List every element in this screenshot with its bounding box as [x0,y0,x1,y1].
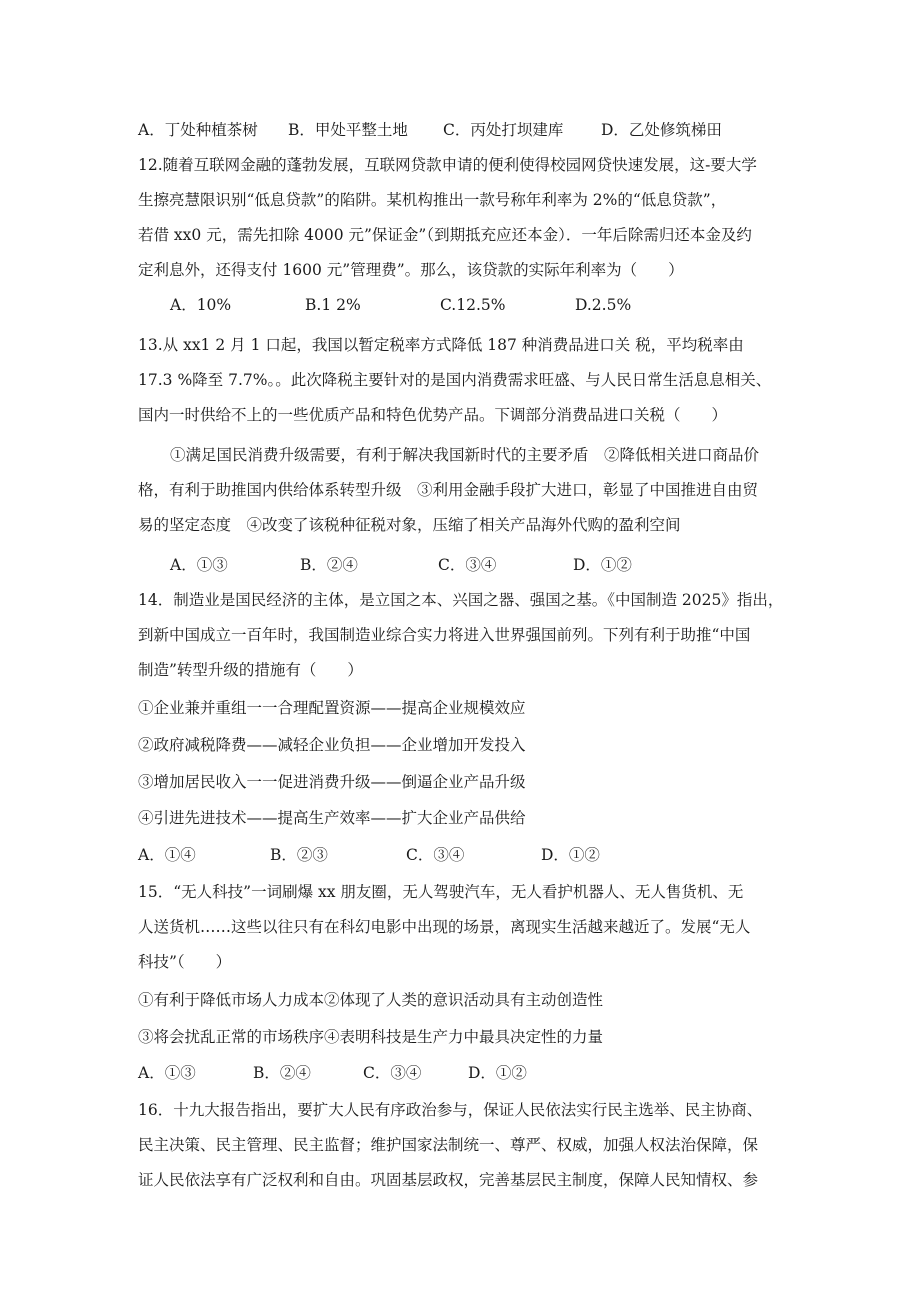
q15-stem-line: 15．“无人科技”一词刷爆 xx 朋友圈，无人驾驶汽车，无人看护机器人、无人售货机、无 [138,883,744,901]
q14-statement-line: ①企业兼并重组一一合理配置资源——提高企业规模效应 [138,699,526,717]
q14-statement-line: ④引进先进技术——提高生产效率——扩大企业产品供给 [138,809,526,827]
q14-option-d: D．①② [541,846,600,864]
q15-stem-line: 科技”（ ） [138,953,232,971]
q12-option-d: D.2.5% [575,296,632,314]
q12-stem-line: 定利息外，还得支付 1600 元”管理费”。那么，该贷款的实际年利率为（ ） [138,261,684,279]
q14-option-c: C．③④ [406,846,465,864]
q15-option-c: C．③④ [363,1064,422,1082]
q12-stem-line: 若借 xx0 元，需先扣除 4000 元”保证金”（到期抵充应还本金）．一年后除需归还本金及约 [138,226,752,244]
q13-options [170,555,820,575]
q16-stem-line: 证人民依法享有广泛权利和自由。巩固基层政权，完善基层民主制度，保障人民知情权、参 [138,1171,759,1189]
q13-option-a: A．①③ [170,556,228,574]
q13-statement-line: 易的坚定态度 ④改变了该税种征税对象，压缩了相关产品海外代购的盈利空间 [138,516,681,534]
q12-option-a: A．10% [170,296,232,314]
q14-stem-line: 到新中国成立一百年时，我国制造业综合实力将进入世界强国前列。下列有利于助推“中国 [138,626,751,644]
q12-stem-line: 12.随着互联网金融的蓬勃发展，互联网贷款申请的便利使得校园网贷快速发展，这-要大学 [138,156,757,174]
q14-option-a: A．①④ [138,846,196,864]
q14-option-b: B．②③ [270,846,328,864]
q11-options [138,120,788,140]
q11-option-c: C．丙处打坝建库 [443,121,564,139]
q16-stem-line: 16．十九大报告指出，要扩大人民有序政治参与，保证人民依法实行民主选举、民主协商、 [138,1101,763,1119]
q15-option-a: A．①③ [138,1064,196,1082]
q13-option-b: B．②④ [300,556,358,574]
q14-stem-line: 14．制造业是国民经济的主体，是立国之本、兴国之器、强国之基。《中国制造 2025》指出， [138,591,784,609]
q15-option-b: B．②④ [253,1064,311,1082]
q13-option-c: C．③④ [438,556,497,574]
q13-stem-line: 国内一时供给不上的一些优质产品和特色优势产品。下调部分消费品进口关税（ ） [138,406,728,424]
q14-statement-line: ③增加居民收入一一促进消费升级——倒逼企业产品升级 [138,773,526,791]
q12-option-c: C.12.5% [440,296,506,314]
q13-statement-line: 格，有利于助推国内供给体系转型升级 ③利用金融手段扩大进口，彰显了中国推进自由贸 [138,481,759,499]
q13-statement-line: ①满足国民消费升级需要，有利于解决我国新时代的主要矛盾 ②降低相关进口商品价 [170,446,760,464]
q11-option-d: D．乙处修筑梯田 [601,121,722,139]
q15-stem-line: 人送货机……这些以往只有在科幻电影中出现的场景，离现实生活越来越近了。发展“无人 [138,918,751,936]
q13-option-d: D．①② [573,556,632,574]
q14-statement-line: ②政府减税降费——减轻企业负担——企业增加开发投入 [138,736,526,754]
q15-options [138,1063,788,1083]
q14-stem-line: 制造”转型升级的措施有（ ） [138,661,363,679]
q13-stem-line: 17.3 %降至 7.7%。。此次降税主要针对的是国内消费需求旺盛、与人民日常生活息息相关、 [138,371,772,389]
q13-stem-line: 13.从 xx1 2 月 1 口起，我国以暂定税率方式降低 187 种消费品进口关 税，平均税率由 [138,336,744,354]
q15-statement-line: ③将会扰乱正常的市场秩序④表明科技是生产力中最具决定性的力量 [138,1028,604,1046]
q15-statement-line: ①有利于降低市场人力成本②体现了人类的意识活动具有主动创造性 [138,991,604,1009]
q12-option-b: B.1 2% [305,296,361,314]
q12-stem-line: 生擦亮慧限识别“低息贷款”的陷阱。某机构推出一款号称年利率为 2%的“低息贷款”， [138,191,727,209]
q11-option-a: A．丁处种植茶树 [138,121,258,139]
q11-option-b: B．甲处平整土地 [288,121,408,139]
q12-options [170,295,820,315]
q14-options [138,845,788,865]
q15-option-d: D．①② [468,1064,527,1082]
q16-stem-line: 民主决策、民主管理、民主监督；维护国家法制统一、尊严、权威，加强人权法治保障，保 [138,1136,759,1154]
